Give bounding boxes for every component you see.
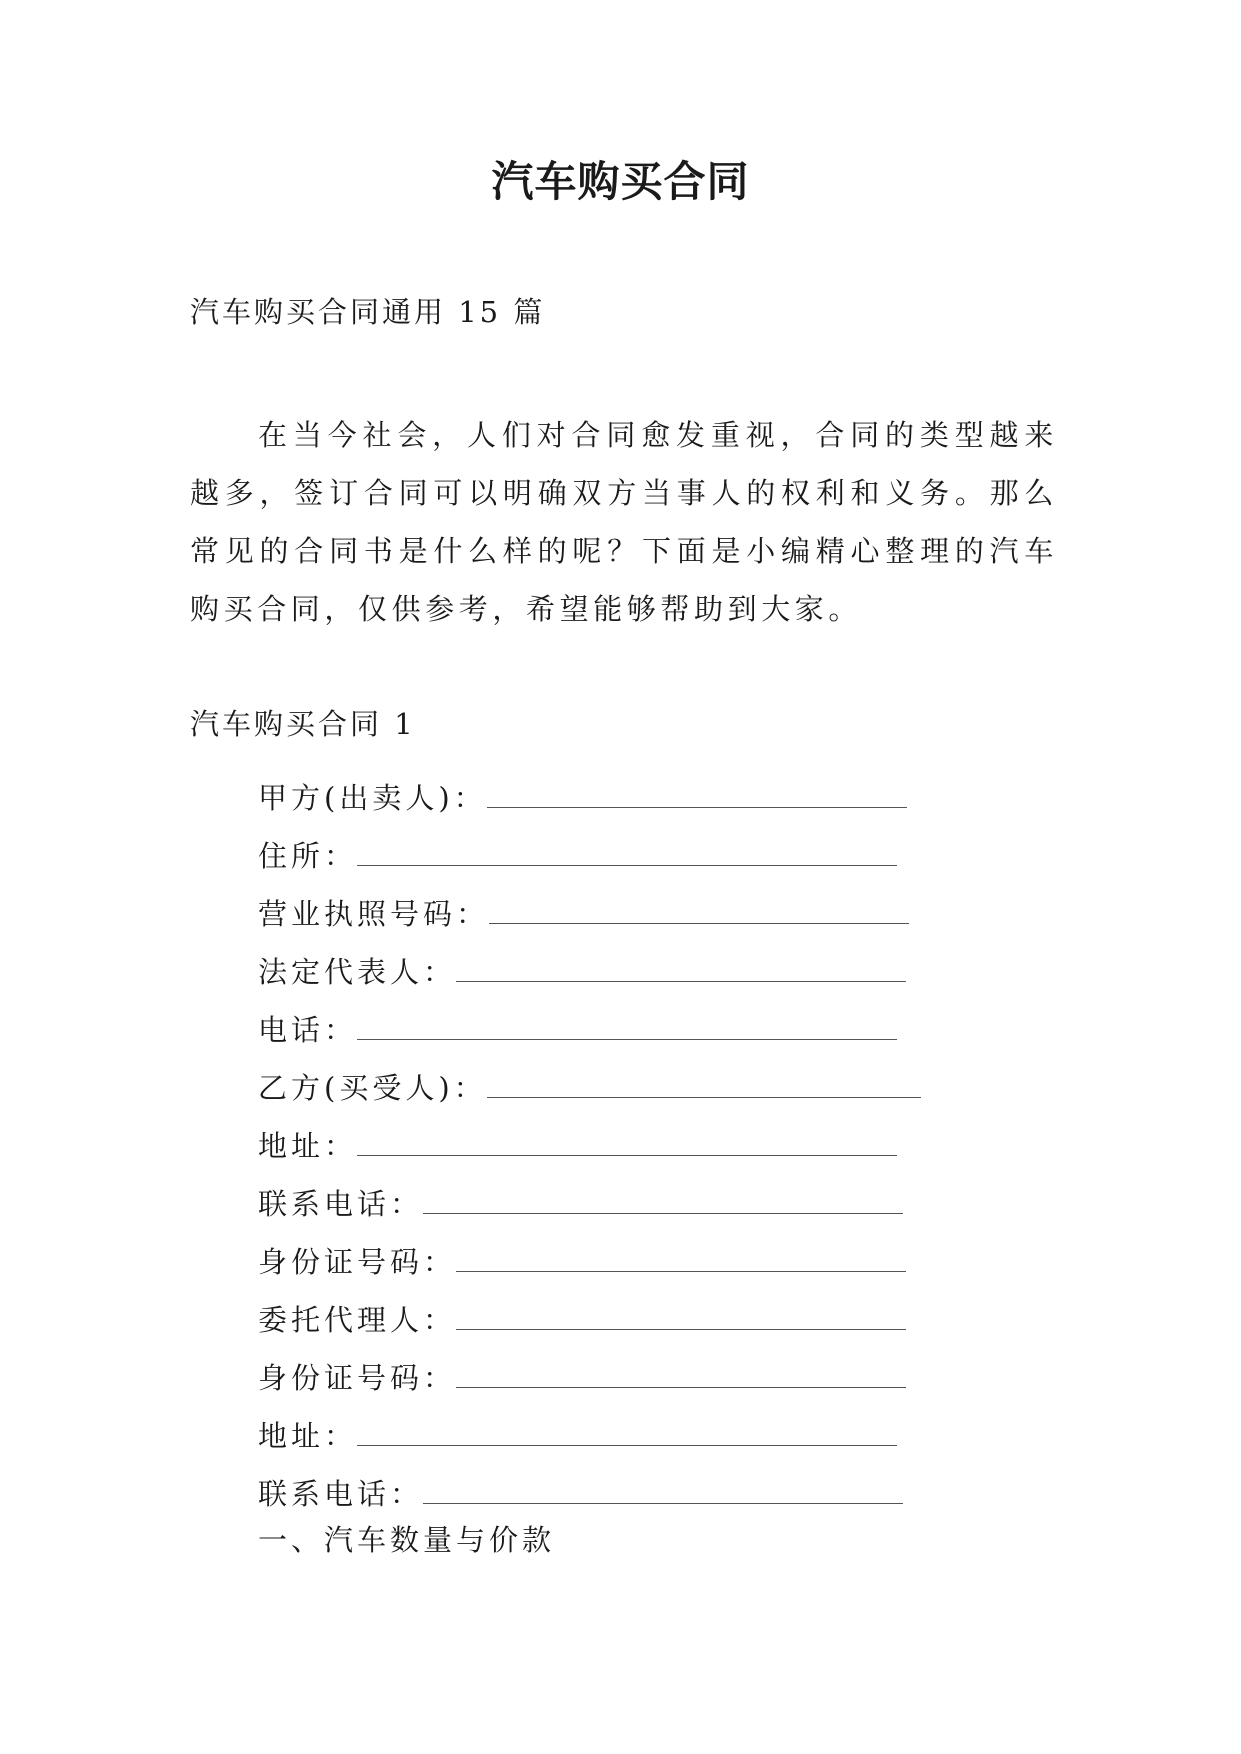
blank-line (487, 807, 907, 808)
field-label: 联系电话： (258, 1187, 424, 1221)
field-buyer (258, 1050, 1038, 1108)
field-label: 联系电话： (258, 1477, 424, 1511)
field-agent (258, 1282, 1038, 1340)
blank-line (456, 1271, 906, 1272)
intro-paragraph: 在当今社会，人们对合同愈发重视，合同的类型越来越多，签订合同可以明确双方当事人的权利和义务。那么常见的合同书是什么样的呢？下面是小编精心整理的汽车购买合同，仅供参考，希望能够帮助到大家。 (190, 418, 1058, 626)
field-buyer-id-number (258, 1224, 1038, 1282)
document-title: 汽车购买合同 (491, 157, 750, 206)
field-label: 委托代理人： (258, 1303, 457, 1337)
field-agent-id-number (258, 1340, 1038, 1398)
field-label: 身份证号码： (258, 1361, 457, 1395)
field-business-license (258, 876, 1038, 934)
field-agent-phone (258, 1456, 1038, 1514)
field-label: 住所： (258, 839, 358, 873)
blank-line (487, 1097, 921, 1098)
blank-line (489, 923, 909, 924)
field-label: 甲方(出卖人)： (258, 781, 487, 815)
blank-line (357, 1445, 897, 1446)
field-legal-representative (258, 934, 1038, 992)
document-subtitle: 汽车购买合同通用 15 篇 (190, 295, 546, 329)
blank-line (456, 1329, 906, 1330)
blank-line (357, 1155, 897, 1156)
blank-line (456, 1387, 906, 1388)
field-seller (258, 760, 1038, 818)
field-label: 电话： (258, 1013, 358, 1047)
field-buyer-address (258, 1108, 1038, 1166)
field-seller-phone (258, 992, 1038, 1050)
section-title: 汽车购买合同 1 (190, 707, 416, 741)
field-buyer-phone (258, 1166, 1038, 1224)
field-agent-address (258, 1398, 1038, 1456)
blank-line (357, 865, 897, 866)
field-label: 身份证号码： (258, 1245, 457, 1279)
field-label: 营业执照号码： (258, 897, 490, 931)
field-label: 地址： (258, 1129, 358, 1163)
blank-line (357, 1039, 897, 1040)
blank-line (423, 1213, 903, 1214)
field-seller-residence (258, 818, 1038, 876)
field-label: 法定代表人： (258, 955, 457, 989)
party-info-fields (258, 760, 1038, 1514)
blank-line (423, 1503, 903, 1504)
field-label: 乙方(买受人)： (258, 1071, 487, 1105)
clause-heading: 一、汽车数量与价款 (258, 1523, 556, 1557)
field-label: 地址： (258, 1419, 358, 1453)
blank-line (456, 981, 906, 982)
